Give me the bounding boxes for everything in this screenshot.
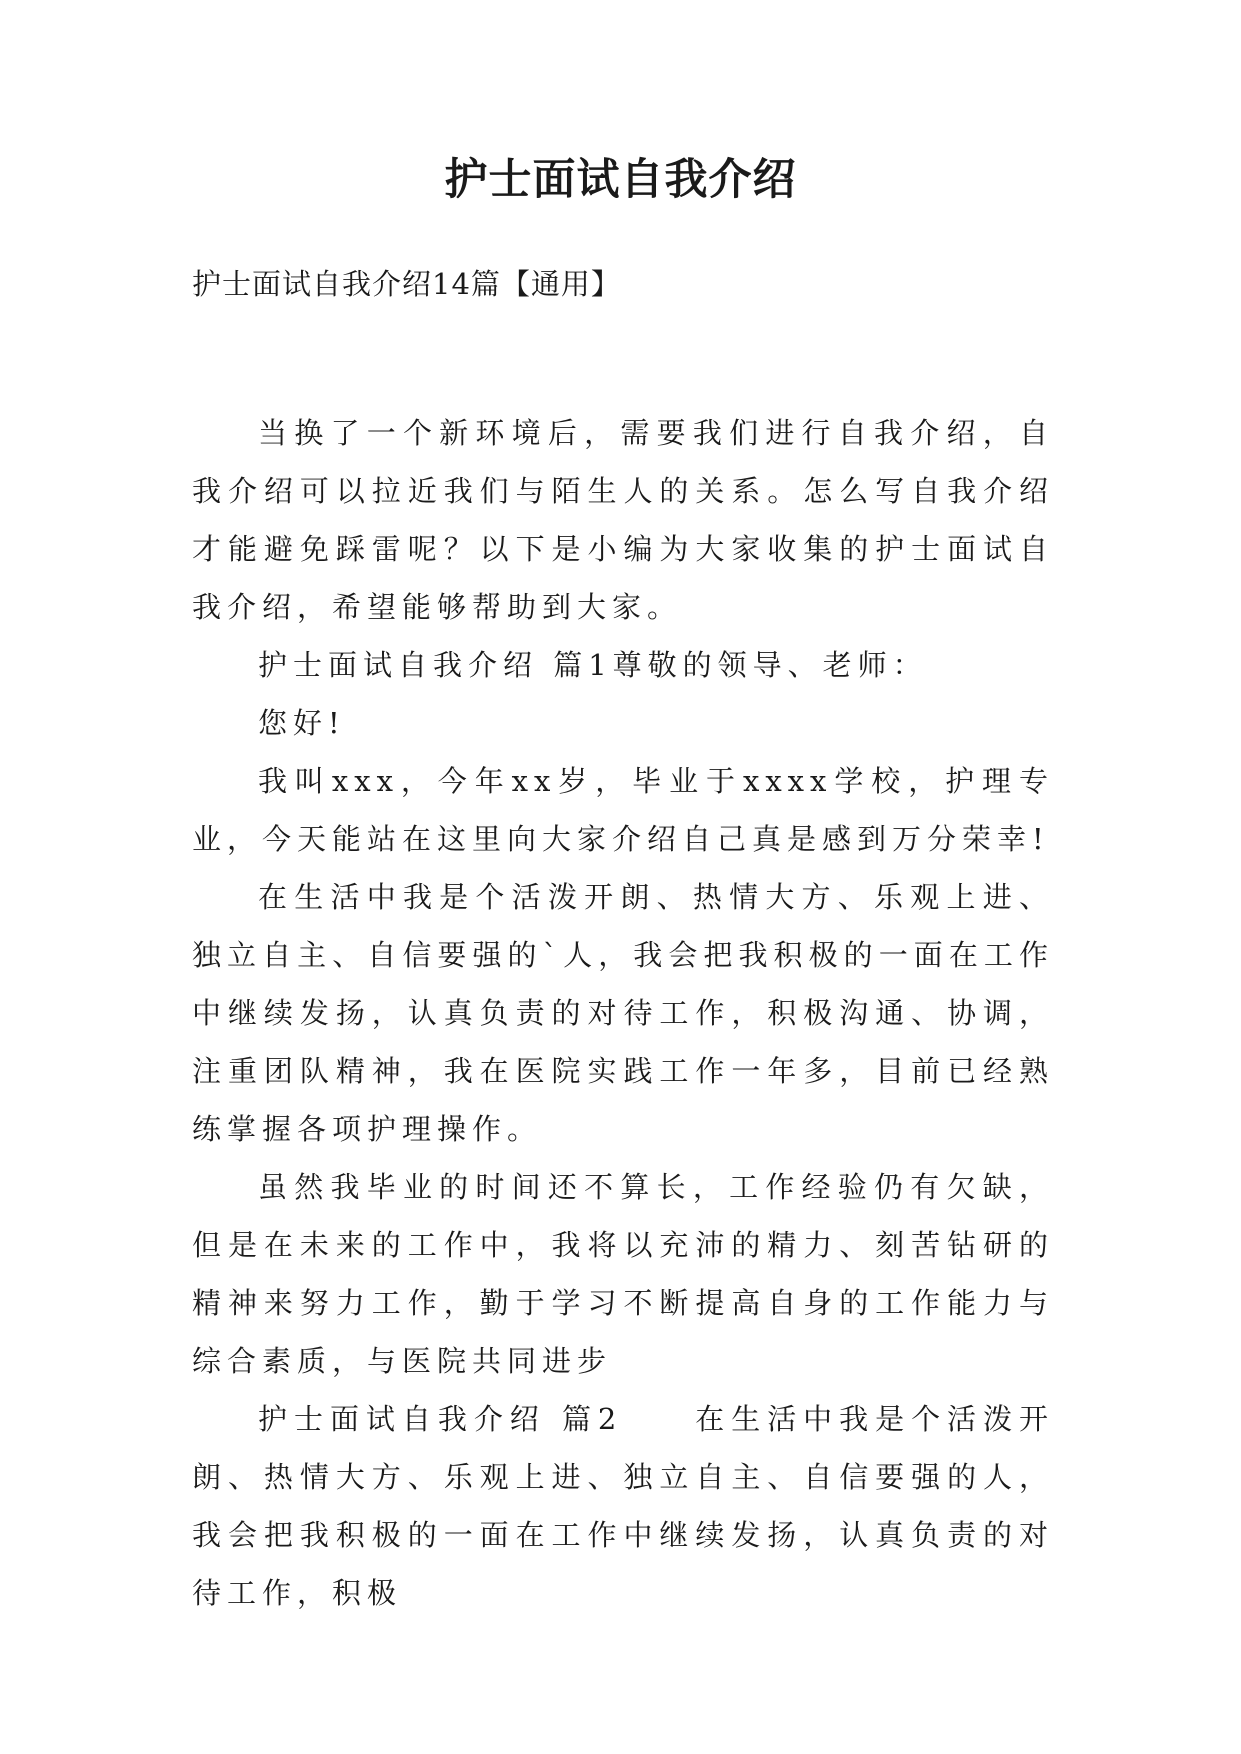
document-body [192,404,1054,1622]
paragraph-article2: 护士面试自我介绍 篇2 在生活中我是个活泼开朗、热情大方、乐观上进、独立自主、自信要强的人，我会把我积极的一面在工作中继续发扬，认真负责的对待工作，积极 [192,1402,1054,1610]
paragraph-personality: 在生活中我是个活泼开朗、热情大方、乐观上进、独立自主、自信要强的`人，我会把我积极的一面在工作中继续发扬，认真负责的对待工作，积极沟通、协调，注重团队精神，我在医院实践工作一年多，目前已经熟练掌握各项护理操作。 [192,880,1054,1146]
paragraph-future: 虽然我毕业的时间还不算长，工作经验仍有欠缺，但是在未来的工作中，我将以充沛的精力、刻苦钻研的精神来努力工作，勤于学习不断提高自身的工作能力与综合素质，与医院共同进步 [192,1170,1054,1378]
paragraph-greeting: 您好! [258,706,346,740]
paragraph-intro: 当换了一个新环境后，需要我们进行自我介绍，自我介绍可以拉近我们与陌生人的关系。怎么写自我介绍才能避免踩雷呢？以下是小编为大家收集的护士面试自我介绍，希望能够帮助到大家。 [192,416,1054,624]
paragraph-article1-heading: 护士面试自我介绍 篇1尊敬的领导、老师： [258,648,928,682]
paragraph-self-intro: 我叫xxx，今年xx岁，毕业于xxxx学校，护理专业，今天能站在这里向大家介绍自己真是感到万分荣幸! [192,764,1054,856]
document-subtitle: 护士面试自我介绍14篇【通用】 [192,267,621,301]
document-title: 护士面试自我介绍 [444,155,797,205]
